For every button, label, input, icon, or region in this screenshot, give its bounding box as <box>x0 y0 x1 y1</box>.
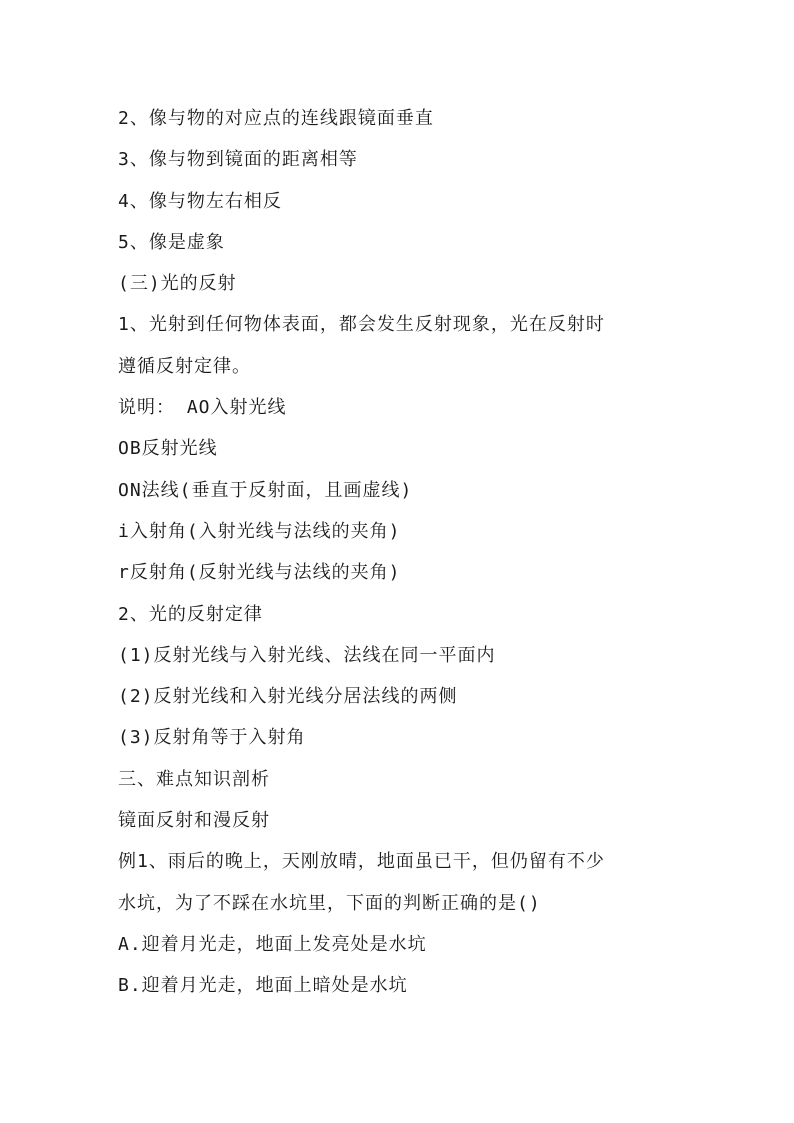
text-line: ON法线(垂直于反射面，且画虚线) <box>118 479 413 501</box>
text-line: (1)反射光线与入射光线、法线在同一平面内 <box>118 644 496 666</box>
answer-option: A.迎着月光走，地面上发亮处是水坑 <box>118 933 427 955</box>
text-line: 镜面反射和漫反射 <box>118 810 270 832</box>
text-line: OB反射光线 <box>118 438 218 460</box>
text-line: (3)反射角等于入射角 <box>118 727 306 749</box>
text-line: 4、像与物左右相反 <box>118 190 282 212</box>
section-heading: 三、难点知识剖析 <box>118 768 270 790</box>
answer-option: B.迎着月光走，地面上暗处是水坑 <box>118 975 408 997</box>
text-line: (2)反射光线和入射光线分居法线的两侧 <box>118 686 458 708</box>
text-line: r反射角(反射光线与法线的夹角) <box>118 562 401 584</box>
section-heading: (三)光的反射 <box>118 273 237 295</box>
text-line: 1、光射到任何物体表面，都会发生反射现象，光在反射时 <box>118 314 605 336</box>
text-line: 例1、雨后的晚上，天刚放晴，地面虽已干，但仍留有不少 <box>118 851 605 873</box>
text-line: 2、像与物的对应点的连线跟镜面垂直 <box>118 108 434 129</box>
text-line: 5、像是虚象 <box>118 231 225 253</box>
document-body <box>118 98 678 1007</box>
text-line: i入射角(入射光线与法线的夹角) <box>118 520 401 542</box>
text-line: 3、像与物到镜面的距离相等 <box>118 149 358 171</box>
text-line: 2、光的反射定律 <box>118 603 263 625</box>
text-line: 说明： AO入射光线 <box>118 397 287 419</box>
text-line: 水坑，为了不踩在水坑里，下面的判断正确的是() <box>118 892 541 914</box>
text-line: 遵循反射定律。 <box>118 355 251 377</box>
